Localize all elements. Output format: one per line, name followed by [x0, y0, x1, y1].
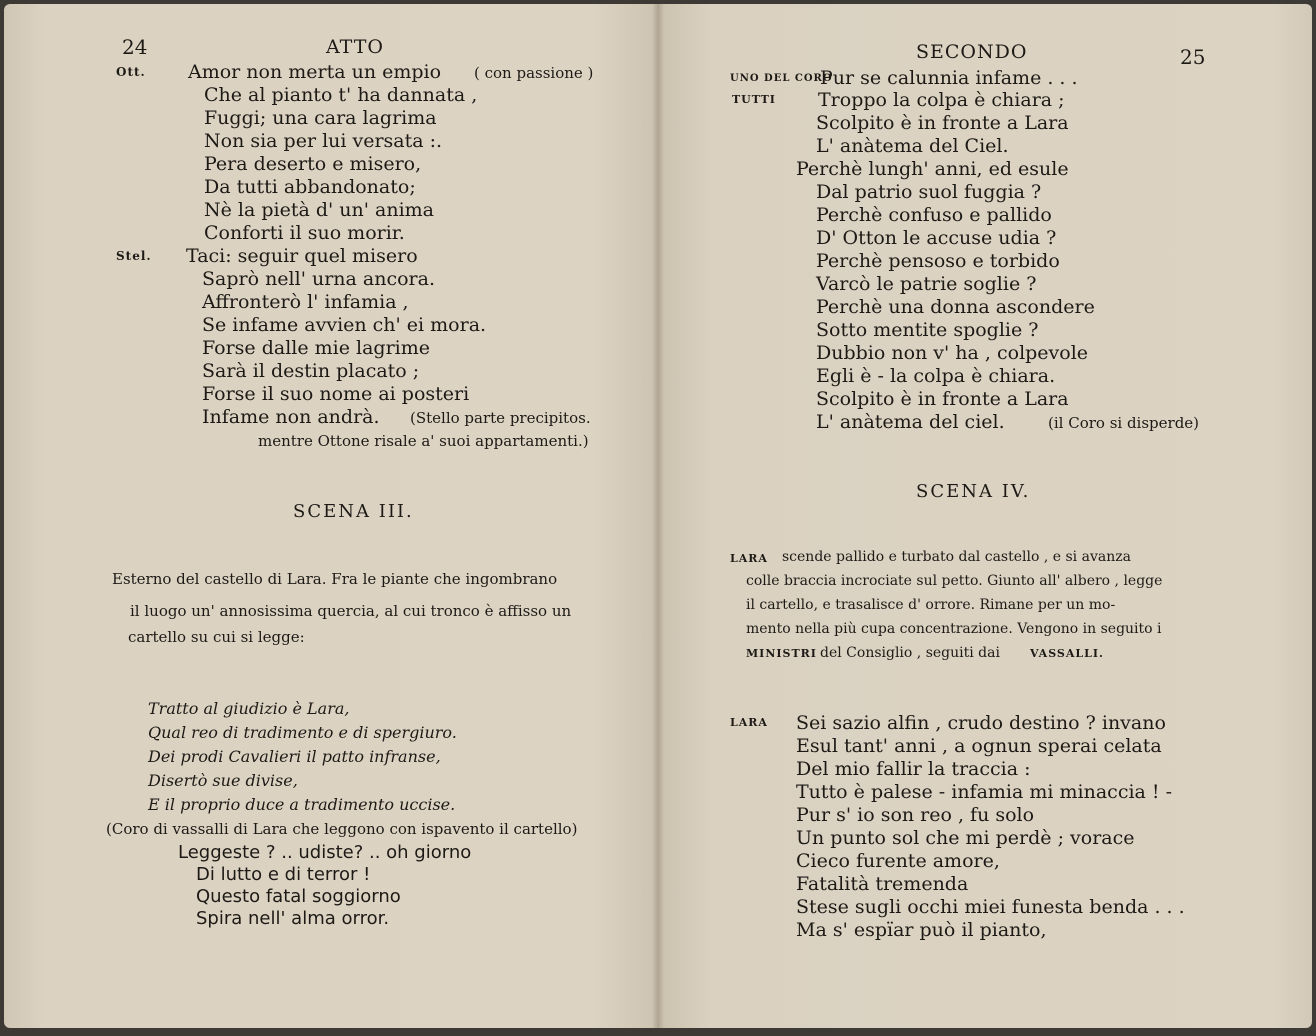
speaker-label-uno-del-coro: UNO DEL CORO	[730, 73, 833, 84]
verse-line: L' anàtema del ciel.	[816, 411, 1005, 433]
verse-line: Pur s' io son reo , fu solo	[796, 804, 1035, 826]
verse-line: Sei sazio alfin , crudo destino ? invano	[796, 712, 1166, 734]
inscription-line: E il proprio duce a tradimento uccise.	[148, 795, 456, 814]
verse-line: Cieco furente amore,	[796, 850, 1000, 872]
verse-line: Dubbio non v' ha , colpevole	[816, 342, 1089, 364]
inscription-line: Dei prodi Cavalieri il patto infranse,	[148, 747, 441, 766]
verse-line: Non sia per lui versata :.	[204, 130, 443, 152]
verse-line: Saprò nell' urna ancora.	[202, 268, 435, 290]
verse-line: Un punto sol che mi perdè ; vorace	[796, 827, 1135, 849]
verse-line: Amor non merta un empio	[188, 61, 442, 83]
stage-direction: (Stello parte precipitos.	[410, 409, 591, 427]
verse-line: Ma s' espïar può il pianto,	[796, 919, 1047, 941]
verse-line: Se infame avvien ch' ei mora.	[202, 314, 487, 336]
scene-description-line: del Consiglio , seguiti dai	[820, 645, 1000, 661]
chorus-line: Spira nell' alma orror.	[196, 908, 390, 929]
page-number-left: 24	[122, 35, 148, 59]
inscription-line: Disertò sue divise,	[148, 771, 298, 790]
inscription-line: Qual reo di tradimento e di spergiuro.	[148, 723, 457, 742]
speaker-label-lara: LARA	[730, 716, 768, 729]
verse-line: L' anàtema del Ciel.	[816, 135, 1009, 157]
chorus-direction: (Coro di vassalli di Lara che leggono con ispavento il cartello)	[106, 820, 578, 838]
verse-line: Varcò le patrie soglie ?	[816, 273, 1037, 295]
verse-line: Taci: seguir quel misero	[186, 245, 418, 267]
verse-line: Forse dalle mie lagrime	[202, 337, 430, 359]
chorus-line: Leggeste ? .. udiste? .. oh giorno	[178, 842, 472, 863]
verse-line: Conforti il suo morir.	[204, 222, 405, 244]
verse-line: Perchè una donna ascondere	[816, 296, 1095, 318]
verse-line: Sarà il destin placato ;	[202, 360, 420, 382]
scene-description-line: cartello su cui si legge:	[128, 628, 305, 646]
verse-line: Scolpito è in fronte a Lara	[816, 388, 1069, 410]
description-ministri: MINISTRI	[746, 647, 817, 660]
verse-line: Nè la pietà d' un' anima	[204, 199, 434, 221]
scene-description-line: mento nella più cupa concentrazione. Vengono in seguito i	[746, 621, 1162, 637]
verse-line: Dal patrio suol fuggia ?	[816, 181, 1042, 203]
stage-direction: (il Coro si disperde)	[1048, 414, 1200, 432]
scene-description-line: scende pallido e turbato dal castello , e si avanza	[782, 549, 1131, 565]
verse-line: Perchè lungh' anni, ed esule	[796, 158, 1069, 180]
running-header-left: ATTO	[326, 36, 384, 58]
chorus-line: Questo fatal soggiorno	[196, 886, 401, 907]
scene-description-line: colle braccia incrociate sul petto. Giunto all' albero , legge	[746, 573, 1163, 589]
verse-line: Affronterò l' infamia ,	[202, 291, 409, 313]
verse-line: Perchè confuso e pallido	[816, 204, 1052, 226]
verse-line: Infame non andrà.	[202, 406, 380, 428]
scene-description-line: il luogo un' annosissima quercia, al cui tronco è affisso un	[130, 602, 572, 620]
verse-line: Esul tant' anni , a ognun sperai celata	[796, 735, 1162, 757]
description-vassalli: VASSALLI.	[1030, 647, 1104, 660]
verse-line: Sotto mentite spoglie ?	[816, 319, 1039, 341]
speaker-label-tutti: TUTTI	[732, 93, 776, 106]
verse-line: Del mio fallir la traccia :	[796, 758, 1031, 780]
stage-direction: mentre Ottone risale a' suoi appartamenti.)	[258, 432, 589, 450]
verse-line: Troppo la colpa è chiara ;	[818, 89, 1065, 111]
speaker-label-ott: Ott.	[116, 65, 146, 79]
book-gutter	[652, 4, 664, 1028]
verse-line: Pera deserto e misero,	[204, 153, 422, 175]
description-speaker-lara: LARA	[730, 552, 768, 565]
verse-line: Fuggi; una cara lagrima	[204, 107, 437, 129]
chorus-line: Di lutto e di terror !	[196, 864, 371, 885]
page-number-right: 25	[1180, 45, 1206, 69]
speaker-label-stel: Stel.	[116, 249, 152, 263]
verse-line: Perchè pensoso e torbido	[816, 250, 1060, 272]
verse-line: Pur se calunnia infame . . .	[820, 67, 1078, 89]
verse-line: Da tutti abbandonato;	[204, 176, 416, 198]
scene-description-line: il cartello, e trasalisce d' orrore. Rimane per un mo-	[746, 597, 1116, 613]
verse-line: Che al pianto t' ha dannata ,	[204, 84, 478, 106]
scene-title-left: SCENA III.	[293, 501, 414, 522]
scene-description-line: Esterno del castello di Lara. Fra le piante che ingombrano	[112, 570, 558, 588]
verse-line: Egli è - la colpa è chiara.	[816, 365, 1056, 387]
verse-line: D' Otton le accuse udia ?	[816, 227, 1057, 249]
stage-direction: ( con passione )	[474, 64, 594, 82]
verse-line: Forse il suo nome ai posteri	[202, 383, 470, 405]
verse-line: Fatalità tremenda	[796, 873, 969, 895]
verse-line: Scolpito è in fronte a Lara	[816, 112, 1069, 134]
verse-line: Tutto è palese - infamia mi minaccia ! -	[796, 781, 1172, 803]
verse-line: Stese sugli occhi miei funesta benda . . .	[796, 896, 1185, 918]
inscription-line: Tratto al giudizio è Lara,	[148, 699, 350, 718]
running-header-right: SECONDO	[916, 41, 1028, 63]
scene-title-right: SCENA IV.	[916, 481, 1031, 502]
